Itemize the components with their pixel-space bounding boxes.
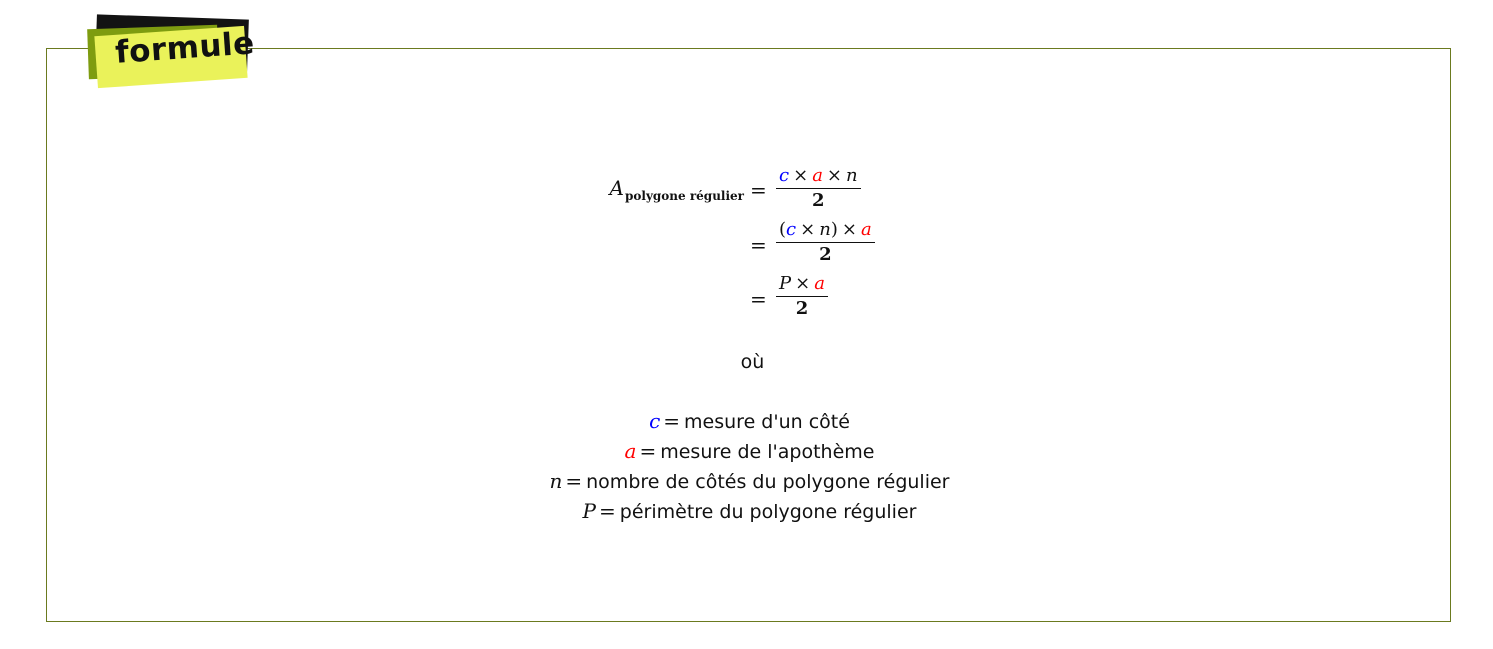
fraction-3-denominator: 2 (795, 298, 809, 319)
times-sign: × (826, 165, 843, 186)
equals-sign-1: = (750, 178, 767, 202)
area-symbol: A (609, 176, 624, 200)
var-p: P (779, 273, 792, 294)
where-word: où (740, 351, 765, 373)
tag-label: formule (114, 25, 256, 71)
equals-sign-2: = (750, 233, 767, 257)
fraction-2-numerator (776, 219, 875, 242)
formula-box (46, 48, 1451, 622)
def-text-n: nombre de côtés du polygone régulier (586, 471, 950, 493)
fraction-2-denominator: 2 (819, 244, 832, 265)
def-text-c: mesure d'un côté (684, 411, 850, 433)
var-n: n (846, 165, 858, 186)
equals-sign-3: = (750, 287, 767, 311)
times-sign: × (793, 165, 809, 186)
times-sign: × (795, 273, 811, 294)
open-paren: ( (779, 219, 787, 240)
area-subscript: polygone régulier (624, 189, 744, 203)
formula-lhs (609, 176, 744, 203)
fraction-3 (776, 273, 828, 319)
fraction-1-denominator: 2 (812, 190, 825, 211)
definition-a (6, 436, 1493, 466)
fraction-2 (776, 219, 875, 265)
var-n: n (819, 219, 831, 240)
def-var-c: c (649, 409, 661, 433)
var-a: a (860, 219, 872, 240)
def-var-p: P (582, 499, 597, 523)
def-text-p: périmètre du polygone régulier (619, 501, 917, 523)
var-a: a (812, 165, 823, 186)
close-paren: ) (830, 219, 838, 240)
def-equals: = (663, 409, 681, 433)
definition-c (6, 406, 1493, 436)
var-c: c (786, 219, 797, 240)
def-equals: = (565, 469, 583, 493)
definition-p (6, 496, 1493, 526)
def-text-a: mesure de l'apothème (660, 441, 875, 463)
def-equals: = (639, 439, 657, 463)
times-sign: × (800, 219, 816, 240)
fraction-3-numerator (776, 273, 828, 296)
def-var-n: n (549, 469, 563, 493)
formule-tag (88, 17, 256, 83)
var-a: a (814, 273, 825, 294)
def-var-a: a (624, 439, 637, 463)
definition-n (6, 466, 1493, 496)
times-sign: × (841, 219, 857, 240)
fraction-1-numerator (776, 165, 861, 188)
definitions-list (0, 406, 1493, 526)
var-c: c (779, 165, 790, 186)
fraction-1 (776, 165, 861, 211)
def-equals: = (599, 499, 616, 523)
